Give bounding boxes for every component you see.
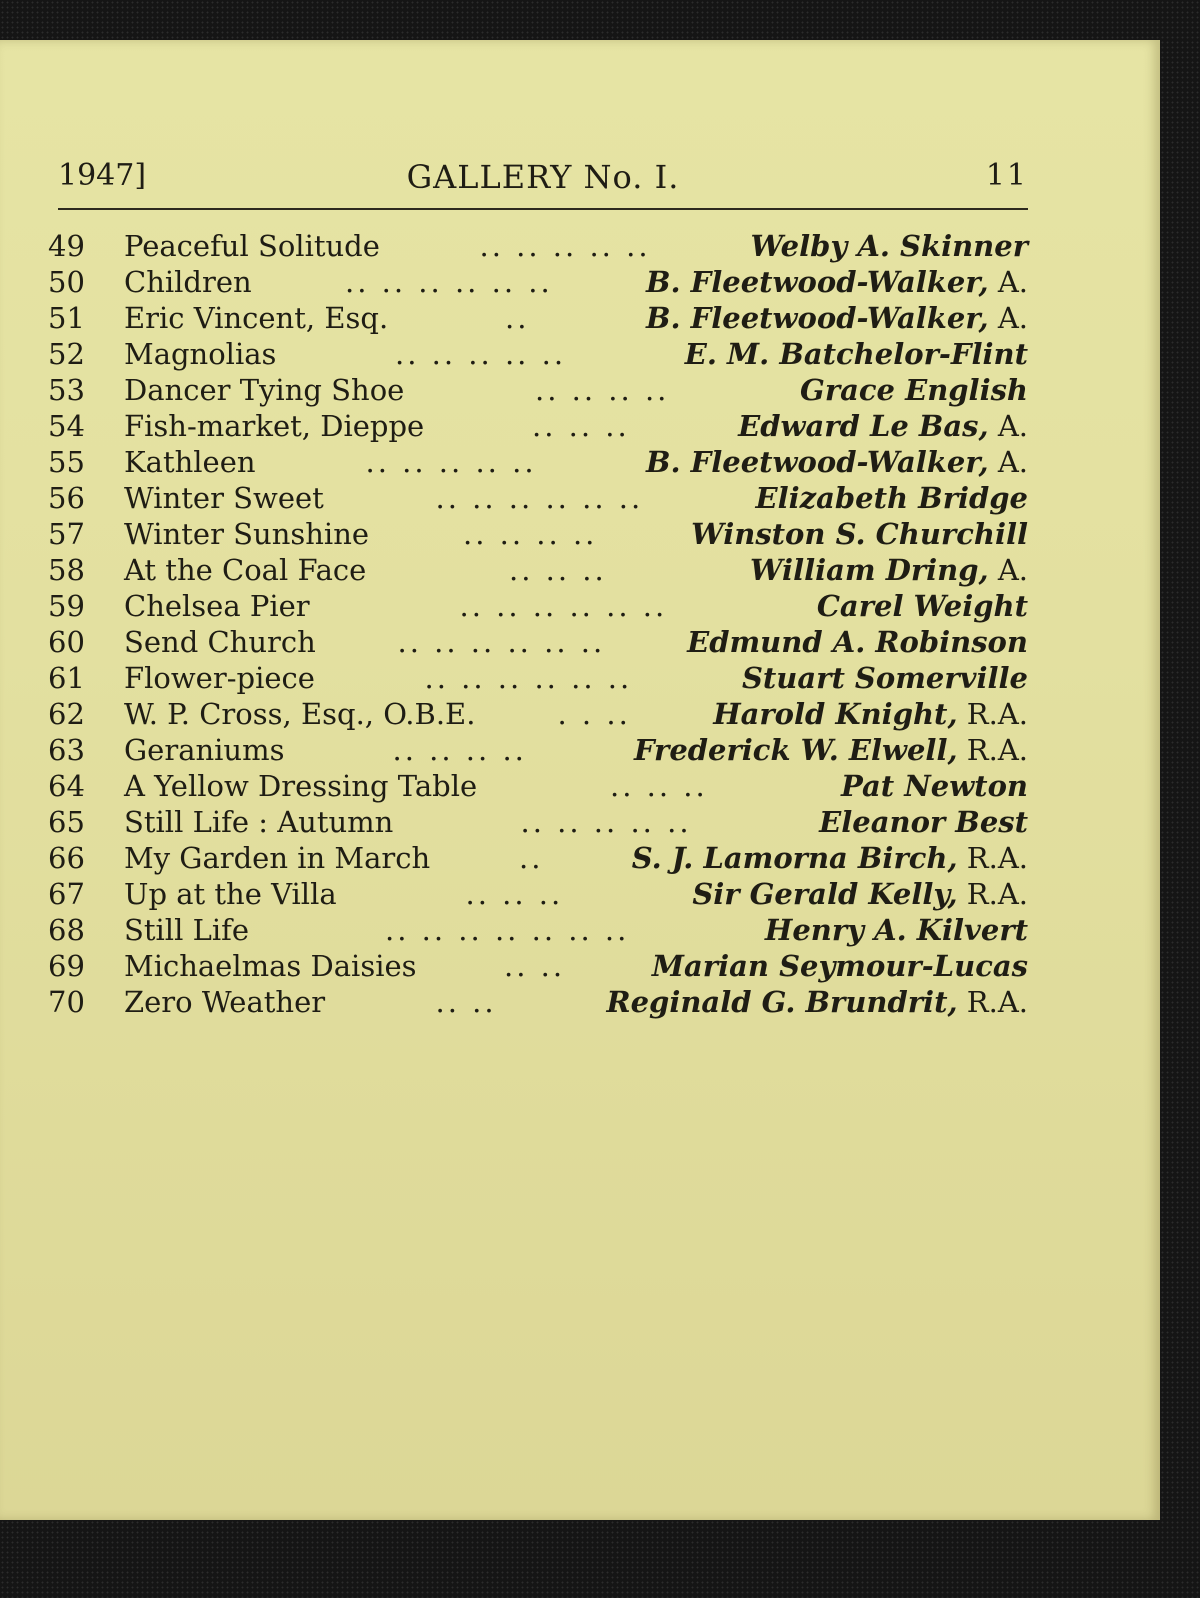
artist-name: Edmund A. Robinson [687, 625, 1028, 659]
entry-artist [742, 660, 1028, 696]
catalogue-entry [48, 336, 1028, 372]
entry-title: A Yellow Dressing Table [124, 769, 478, 803]
entry-title: Peaceful Solitude [124, 229, 380, 263]
entry-title: Winter Sunshine [124, 517, 370, 551]
entry-artist [765, 912, 1028, 948]
leader-dots: .. [519, 841, 544, 875]
entry-artist [607, 984, 1029, 1020]
leader-dots: .. .. .. .. .. .. [345, 265, 553, 299]
entry-artist [646, 264, 1028, 300]
entry-artist [634, 732, 1028, 768]
catalogue-page [0, 40, 1160, 1520]
entry-number: 55 [48, 445, 85, 479]
artist-name: Harold Knight, [713, 697, 958, 731]
entry-number: 53 [48, 373, 85, 407]
catalogue-entry [48, 732, 1028, 768]
leader-dots: .. .. .. [610, 769, 708, 803]
entry-number: 51 [48, 301, 85, 335]
artist-suffix: R.A. [957, 841, 1028, 875]
entry-number: 65 [48, 805, 85, 839]
leader-dots: .. .. .. .. .. .. [397, 625, 606, 659]
leader-dots: .. .. .. .. .. [520, 805, 692, 839]
entry-title: Send Church [124, 625, 316, 659]
artist-suffix: R.A. [957, 733, 1028, 767]
entry-title: Chelsea Pier [124, 589, 310, 623]
leader-dots: .. .. .. [532, 409, 630, 443]
leader-dots: .. .. .. .. .. .. [459, 589, 668, 623]
gallery-title: GALLERY No. I. [406, 158, 680, 196]
artist-name: Marian Seymour-Lucas [651, 949, 1028, 983]
leader-dots: .. .. .. .. .. .. .. [385, 913, 630, 947]
leader-dots: .. .. .. .. [463, 517, 598, 551]
entry-title: Eric Vincent, Esq. [124, 301, 389, 335]
artist-suffix: A. [988, 301, 1028, 335]
artist-name: B. Fleetwood-Walker, [645, 301, 989, 335]
artist-suffix: A. [988, 409, 1028, 443]
catalogue-entry [48, 516, 1028, 552]
artist-suffix: A. [988, 265, 1028, 299]
catalogue-entry [48, 480, 1028, 516]
entry-title: W. P. Cross, Esq., O.B.E. [124, 697, 476, 731]
entry-artist [738, 408, 1028, 444]
leader-dots: .. .. [504, 949, 566, 983]
artist-name: Pat Newton [840, 769, 1028, 803]
artist-name: Carel Weight [816, 589, 1028, 623]
entry-number: 68 [48, 913, 85, 947]
artist-name: Grace English [800, 373, 1028, 407]
artist-name: Eleanor Best [819, 805, 1028, 839]
entry-number: 66 [48, 841, 85, 875]
entry-title: Flower-piece [124, 661, 315, 695]
entry-number: 61 [48, 661, 85, 695]
entry-artist [646, 300, 1028, 336]
running-head [58, 158, 1028, 198]
entry-list [48, 228, 1028, 1020]
entry-title: Fish-market, Dieppe [124, 409, 425, 443]
artist-name: Reginald G. Brundrit, [606, 985, 958, 1019]
entry-artist [755, 480, 1028, 516]
catalogue-entry [48, 876, 1028, 912]
catalogue-entry [48, 768, 1028, 804]
artist-name: Sir Gerald Kelly, [692, 877, 958, 911]
entry-title: Still Life [124, 913, 249, 947]
entry-number: 58 [48, 553, 85, 587]
entry-number: 70 [48, 985, 85, 1019]
leader-dots: .. .. .. .. .. [395, 337, 567, 371]
leader-dots: .. .. .. .. .. [479, 229, 651, 263]
leader-dots: .. .. .. .. .. .. [435, 481, 644, 515]
leader-dots: .. [505, 301, 530, 335]
entry-number: 60 [48, 625, 85, 659]
entry-artist [685, 336, 1028, 372]
artist-name: Stuart Somerville [741, 661, 1028, 695]
artist-suffix: R.A. [957, 877, 1028, 911]
year-label: 1947] [58, 158, 147, 193]
catalogue-entry [48, 264, 1028, 300]
entry-number: 52 [48, 337, 85, 371]
catalogue-entry [48, 228, 1028, 264]
entry-artist [646, 444, 1028, 480]
entry-title: Up at the Villa [124, 877, 337, 911]
entry-number: 57 [48, 517, 85, 551]
entry-number: 50 [48, 265, 85, 299]
catalogue-entry [48, 588, 1028, 624]
catalogue-entry [48, 552, 1028, 588]
page-number: 11 [985, 158, 1028, 193]
entry-artist [632, 840, 1028, 876]
entry-title: Winter Sweet [124, 481, 324, 515]
entry-title: Dancer Tying Shoe [124, 373, 405, 407]
entry-number: 56 [48, 481, 85, 515]
artist-name: S. J. Lamorna Birch, [631, 841, 958, 875]
leader-dots: .. .. .. .. .. [365, 445, 537, 479]
artist-suffix: A. [988, 445, 1028, 479]
leader-dots: .. .. .. [465, 877, 564, 911]
catalogue-entry [48, 984, 1028, 1020]
artist-name: Henry A. Kilvert [764, 913, 1028, 947]
entry-number: 64 [48, 769, 85, 803]
leader-dots: . . .. [557, 697, 631, 731]
catalogue-entry [48, 840, 1028, 876]
entry-number: 54 [48, 409, 85, 443]
entry-artist [750, 228, 1028, 264]
artist-name: Winston S. Churchill [691, 517, 1028, 551]
leader-dots: .. .. .. .. .. .. [424, 661, 633, 695]
catalogue-entry [48, 300, 1028, 336]
catalogue-entry [48, 696, 1028, 732]
artist-name: Elizabeth Bridge [755, 481, 1028, 515]
entry-artist [687, 624, 1028, 660]
entry-number: 69 [48, 949, 85, 983]
entry-artist [750, 552, 1028, 588]
entry-title: Still Life : Autumn [124, 805, 394, 839]
entry-title: My Garden in March [124, 841, 431, 875]
entry-number: 63 [48, 733, 85, 767]
artist-name: B. Fleetwood-Walker, [645, 265, 989, 299]
entry-number: 62 [48, 697, 85, 731]
artist-suffix: A. [988, 553, 1028, 587]
artist-name: Edward Le Bas, [738, 409, 989, 443]
catalogue-entry [48, 660, 1028, 696]
catalogue-entry [48, 372, 1028, 408]
entry-title: Zero Weather [124, 985, 326, 1019]
catalogue-entry [48, 948, 1028, 984]
leader-dots: .. .. .. .. [535, 373, 670, 407]
artist-suffix: R.A. [957, 985, 1028, 1019]
catalogue-entry [48, 408, 1028, 444]
artist-name: William Dring, [750, 553, 989, 587]
entry-artist [692, 876, 1028, 912]
artist-name: E. M. Batchelor-Flint [684, 337, 1028, 371]
entry-number: 59 [48, 589, 85, 623]
entry-artist [800, 372, 1028, 408]
catalogue-entry [48, 624, 1028, 660]
entry-artist [652, 948, 1028, 984]
entry-title: Kathleen [124, 445, 256, 479]
artist-name: B. Fleetwood-Walker, [645, 445, 989, 479]
entry-number: 67 [48, 877, 85, 911]
entry-artist [841, 768, 1028, 804]
leader-dots: .. .. [435, 985, 497, 1019]
entry-number: 49 [48, 229, 85, 263]
entry-title: Geraniums [124, 733, 285, 767]
entry-title: Michaelmas Daisies [124, 949, 417, 983]
entry-artist [691, 516, 1028, 552]
header-rule [58, 208, 1028, 210]
entry-artist [713, 696, 1028, 732]
entry-title: At the Coal Face [124, 553, 367, 587]
catalogue-entry [48, 804, 1028, 840]
catalogue-entry [48, 912, 1028, 948]
entry-artist [819, 804, 1028, 840]
leader-dots: .. .. .. .. [392, 733, 527, 767]
leader-dots: .. .. .. [509, 553, 607, 587]
artist-suffix: R.A. [957, 697, 1028, 731]
artist-name: Frederick W. Elwell, [633, 733, 958, 767]
artist-name: Welby A. Skinner [750, 229, 1028, 263]
entry-artist [817, 588, 1028, 624]
catalogue-entry [48, 444, 1028, 480]
entry-title: Children [124, 265, 252, 299]
entry-title: Magnolias [124, 337, 277, 371]
